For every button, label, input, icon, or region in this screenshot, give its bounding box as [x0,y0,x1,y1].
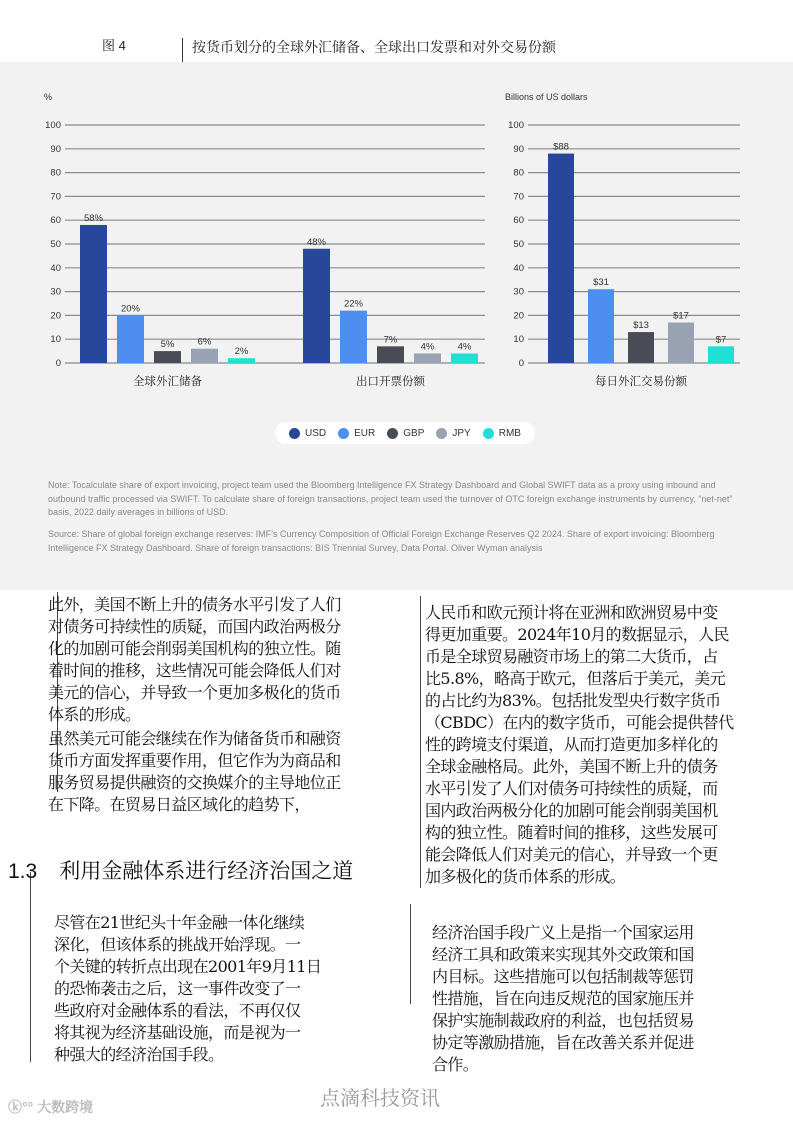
y-tick-label: 60 [50,215,61,227]
text-line: 得更加重要。2024年10月的数据显示，人民 [425,625,729,644]
y-tick-label: 90 [50,143,61,155]
y-tick-label: 10 [50,334,61,346]
text-line: 加多极化的货币体系的形成。 [425,867,626,886]
bar-gbp [377,346,404,363]
bar-usd [303,249,330,363]
text-line: 的占比约为83%。包括批发型央行数字货币 [425,691,721,710]
text-line: 虽然美元可能会继续在作为储备货币和融资 [48,729,341,748]
text-line: 服务贸易提供融资的交换媒介的主导地位正 [48,773,341,792]
text-line: 内目标。这些措施可以包括制裁等惩罚 [432,967,694,986]
legend-item-eur [338,428,375,439]
data-label: 58% [83,212,104,224]
data-label: $7 [715,334,727,346]
legend-item-usd [289,428,326,439]
y-tick-label: 80 [50,167,61,179]
text-line: 此外，美国不断上升的债务水平引发了人们 [48,595,341,614]
text-line: 保护实施制裁政府的利益，也包括贸易 [432,1011,694,1030]
text-line: 着时间的推移，这些情况可能会降低人们对 [48,661,341,680]
bar-charts [0,62,793,422]
legend-swatch [436,428,447,439]
text-line: （CBDC）在内的数字货币，可能会提供替代 [425,713,734,732]
data-label: 20% [120,303,141,315]
y-tick-label: 30 [50,286,61,298]
data-label: $17 [673,310,689,322]
category-label: 出口开票份额 [356,376,425,388]
column-rule [410,904,411,1004]
data-label: 48% [306,236,327,248]
bar-usd [80,225,107,363]
section-heading [8,855,353,885]
legend-label: JPY [452,427,471,439]
category-label: 全球外汇储备 [133,376,202,388]
y-tick-label: 50 [513,239,524,250]
y-tick-label: 90 [513,143,524,155]
y-tick-label: 70 [513,191,524,203]
bar-eur [117,315,144,363]
text-line: 比5.8%，略高于欧元，但落后于美元，美元 [425,669,726,688]
data-label: 6% [197,336,212,348]
y-tick-label: 40 [50,262,61,274]
text-line: 合作。 [432,1055,479,1074]
text-line: 性措施，旨在向违反规范的国家施压并 [432,989,694,1008]
bar-rmb [451,353,478,363]
column-rule [420,596,421,888]
y-tick-label: 100 [45,120,61,131]
y-axis-label: Billions of US dollars [505,92,588,102]
data-label: $13 [633,320,649,332]
text-line: 化的加剧可能会削弱美国机构的独立性。随 [48,639,341,658]
text-line: 将其视为经济基础设施，而是视为一 [54,1023,301,1042]
text-line: 经济治国手段广义上是指一个国家运用 [432,923,694,942]
left-paragraph-2 [48,728,341,816]
y-tick-label: 10 [513,334,524,346]
text-line: 深化，但该体系的挑战开始浮现。一 [54,935,301,954]
right-paragraph-2 [432,922,694,1076]
chart-legend [275,422,535,444]
section-title: 利用金融体系进行经济治国之道 [59,859,354,883]
legend-item-gbp [387,428,424,439]
legend-label: RMB [498,427,521,439]
legend-swatch [338,428,349,439]
text-line: 个关键的转折点出现在2001年9月11日 [54,957,322,976]
column-rule [30,872,31,1062]
text-line: 协定等激励措施，旨在改善关系并促进 [432,1033,694,1052]
text-line: 经济工具和政策来实现其外交政策和国 [432,945,694,964]
text-line: 些政府对金融体系的看法，不再仅仅 [54,1001,301,1020]
y-tick-label: 50 [50,239,61,250]
right-paragraph-1 [425,602,733,888]
data-label: 2% [234,346,249,358]
watermark-logo: ⓚ°° 大数跨境 [8,1099,94,1115]
text-line: 能会降低人们对美元的信心，并导致一个更 [425,845,718,864]
text-line: 的恐怖袭击之后，这一事件改变了一 [54,979,301,998]
y-axis-label: % [44,92,53,102]
bar-rmb [228,358,255,363]
footer-text: 点滴科技资讯 [320,1086,440,1110]
bar-jpy [414,353,441,363]
legend-label: EUR [354,427,376,439]
section-number: 1.3 [8,860,38,883]
left-paragraph-1 [48,594,341,726]
legend-swatch [483,428,494,439]
data-label: $88 [553,141,569,153]
text-line: 水平引发了人们对债务可持续性的质疑，而 [425,779,718,798]
text-line: 国内政治两极分化的加剧可能会削弱美国机 [425,801,718,820]
text-line: 币是全球贸易融资市场上的第二大货币，占 [425,647,718,666]
data-label: 22% [343,298,364,310]
text-line: 美元的信心，并导致一个更加多极化的货币 [48,683,341,702]
data-label: 4% [457,341,472,353]
bar-eur [588,289,614,363]
bar-eur [340,311,367,363]
data-label: $31 [593,277,609,289]
y-tick-label: 40 [513,262,524,274]
text-line: 在下降。在贸易日益区域化的趋势下， [48,795,310,814]
category-label: 每日外汇交易份额 [595,376,687,388]
chart-note: Note: Tocalculate share of export invoicing, project team used the Bloomberg Intelligence FX Strategy Dashboard and Global SWIFT data as a proxy using inbound and outbound traffic processed via SWIFT. To calculate share of foreign transactions, project team used the turnover of OTC foreign exchange instruments by currency, “net-net” basis, 2022 daily averages in billions of USD. [48,480,733,517]
y-tick-label: 80 [513,167,524,179]
legend-swatch [289,428,300,439]
text-line: 货币方面发挥重要作用，但它作为为商品和 [48,751,341,770]
text-line: 性的跨境支付渠道，从而打造更加多样化的 [425,735,718,754]
text-line: 人民币和欧元预计将在亚洲和欧洲贸易中变 [425,603,718,622]
data-label: 4% [420,341,435,353]
text-line: 体系的形成。 [48,705,141,724]
y-tick-label: 20 [50,310,61,322]
data-label: 7% [383,334,398,346]
data-label: 5% [160,339,175,351]
figure-title: 按货币划分的全球外汇储备、全球出口发票和对外交易份额 [192,39,556,55]
legend-label: GBP [403,427,425,439]
y-tick-label: 60 [513,215,524,227]
left-paragraph-3 [54,912,321,1066]
title-divider [182,38,183,62]
y-tick-label: 20 [513,310,524,322]
bar-gbp [154,351,181,363]
bar-jpy [191,349,218,363]
y-tick-label: 70 [50,191,61,203]
bar-gbp [628,332,654,363]
legend-swatch [387,428,398,439]
y-tick-label: 0 [518,358,524,369]
text-line: 种强大的经济治国手段。 [54,1045,224,1064]
bar-usd [548,154,574,363]
text-line: 尽管在21世纪头十年金融一体化继续 [54,913,305,932]
y-tick-label: 30 [513,286,524,298]
text-line: 构的独立性。随着时间的推移，这些发展可 [425,823,718,842]
legend-item-rmb [483,428,521,439]
y-tick-label: 0 [55,358,61,369]
text-line: 对债务可持续性的质疑，而国内政治两极分 [48,617,341,636]
figure-label: 图 4 [102,38,126,53]
bar-jpy [668,323,694,363]
y-tick-label: 100 [508,120,524,131]
bar-rmb [708,346,734,363]
legend-label: USD [305,427,327,439]
legend-item-jpy [436,428,470,439]
chart-source: Source: Share of global foreign exchange reserves: IMF’s Currency Composition of Official Foreign Exchange Reserves Q2 2024. Share of export invoicing: Bloomberg Intelligence FX Strategy Dashboard. Share of foreign transactions: BIS Triennial Survey, Data Portal. Oliver Wyman analysis [48,529,715,553]
text-line: 全球金融格局。此外，美国不断上升的债务 [425,757,718,776]
